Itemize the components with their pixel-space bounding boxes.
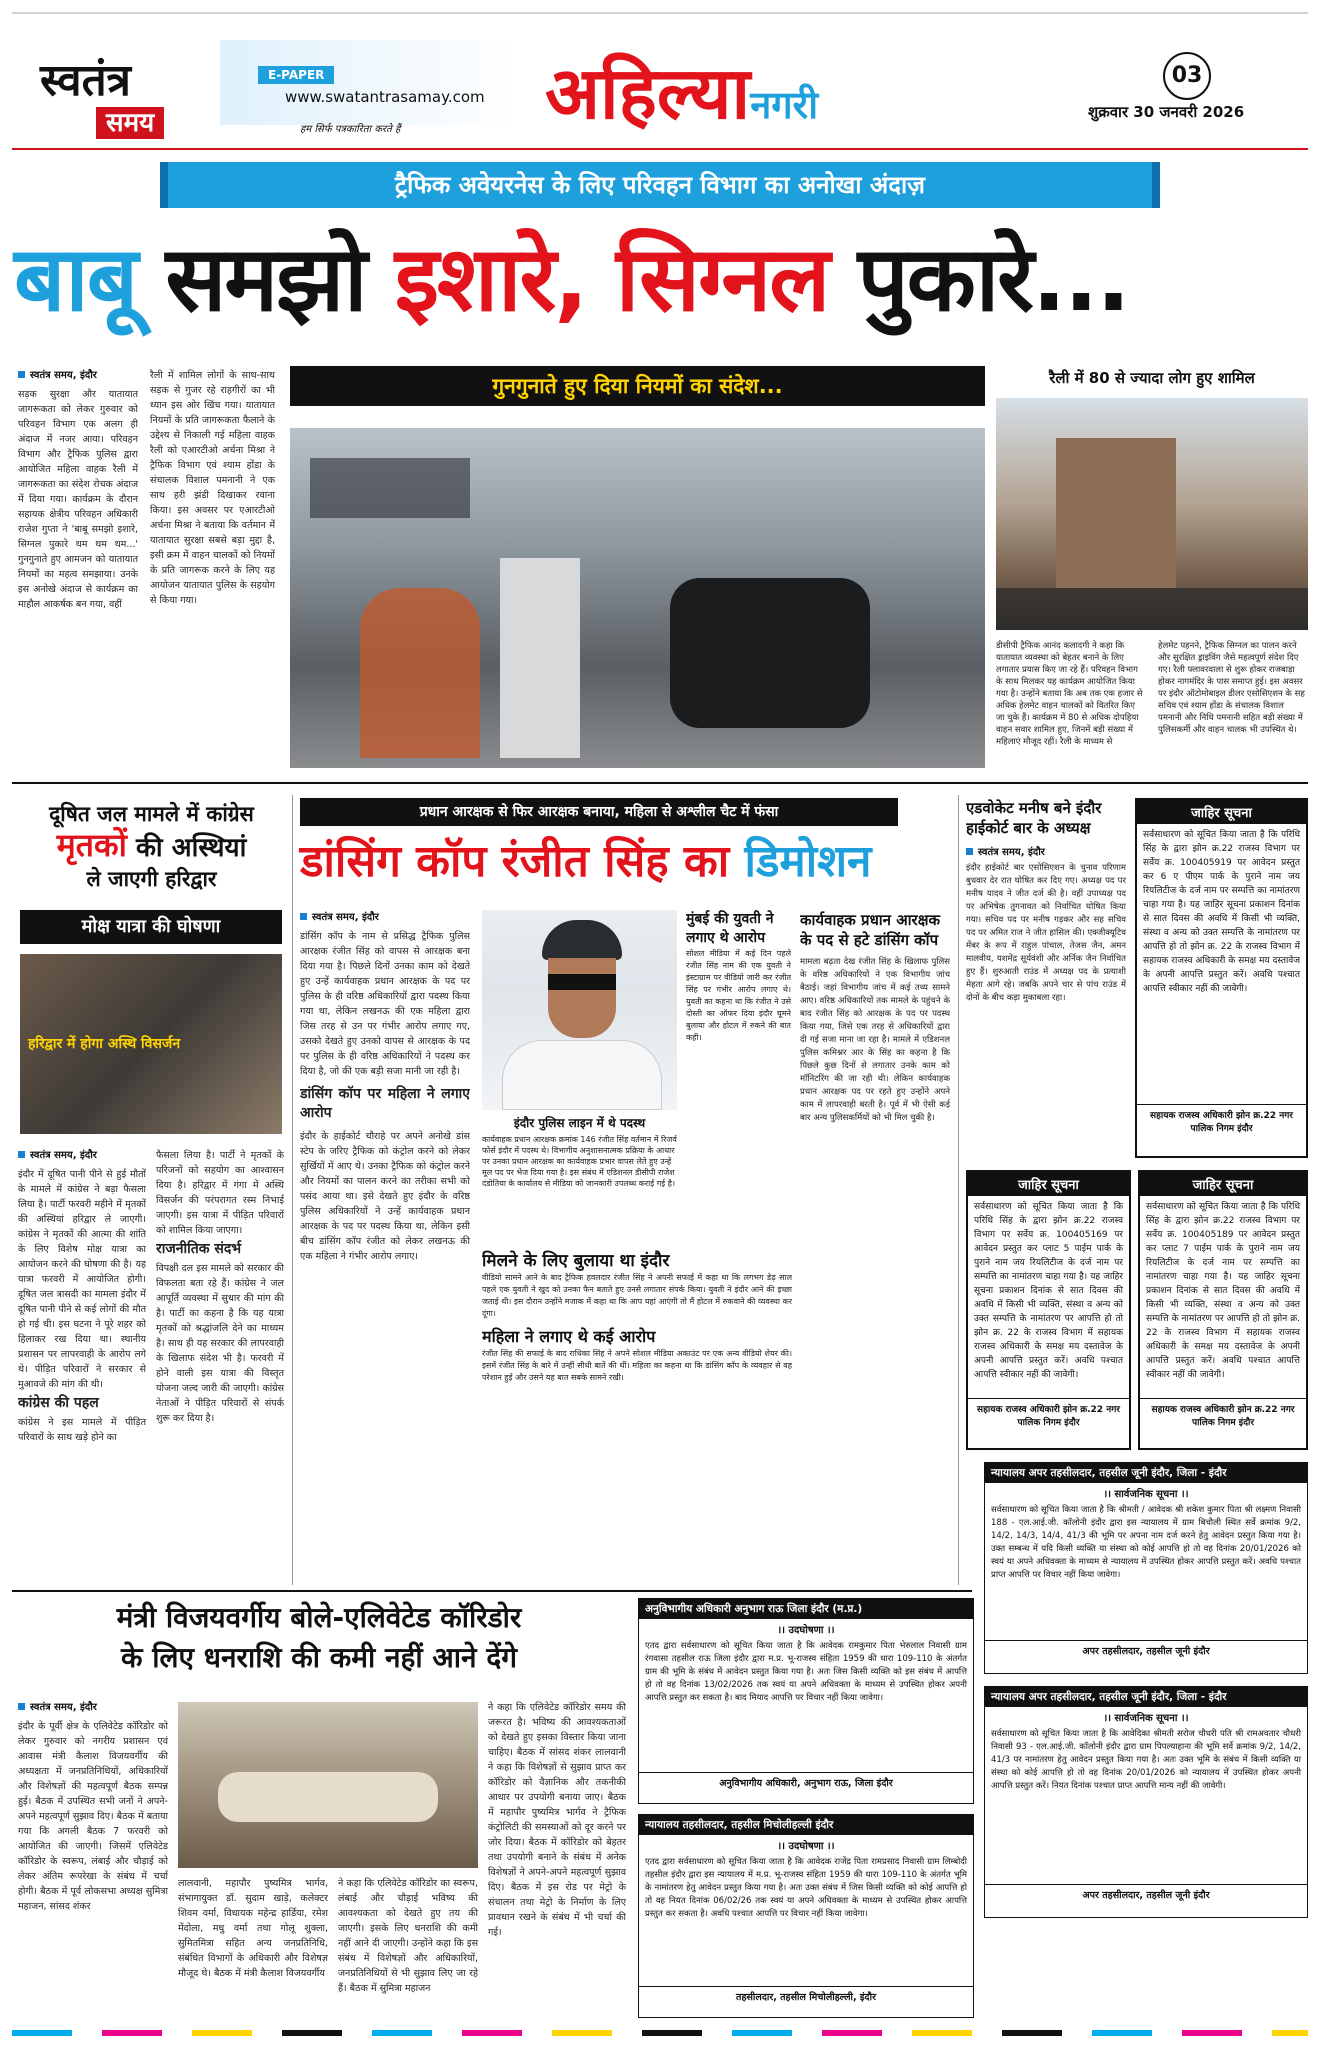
- edition-title-red: अहिल्या: [545, 51, 751, 135]
- congress-subhead: मोक्ष यात्रा की घोषणा: [20, 910, 282, 944]
- epaper-label: E-PAPER: [258, 66, 334, 84]
- website-link[interactable]: www.swatantrasamay.com: [285, 88, 485, 106]
- cop-headline-blue: डिमोशन: [744, 836, 872, 887]
- cop-byline: स्वतंत्र समय, इंदौर: [300, 910, 470, 925]
- court-notice-1: [984, 1462, 1308, 1674]
- congress-subhead-3: राजनीतिक संदर्भ: [156, 1241, 242, 1257]
- corridor-text-1: इंदौर के पूर्वी क्षेत्र के एलिवेटेड कॉरिडोर को लेकर गुरुवार को नगरीय प्रशासन एवं आवास मंत्री कैलाश विजयवर्गीय की अध्यक्षता में जनप्रतिनिधियों, अधिकारियों और विशेषज्ञों की महत्वपूर्ण बैठक सम्पन्न हुई। बैठक में उपस्थित सभी जनों ने अपने-अपने महत्वपूर्ण सुझाव दिए। बैठक में बताया गया कि अगली बैठक 7 फरवरी को आयोजित की जाएगी। जिसमें एलिवेटेड कॉरिडोर के स्वरूप, लंबाई और चौड़ाई को लेकर अंतिम रूपरेखा के संबंध में चर्चा होगी। बैठक में पूर्व लोकसभा अध्यक्ष सुमित्रा महाजन, सांसद शंकर: [18, 1721, 168, 1912]
- notice-1-header: जाहिर सूचना: [1137, 800, 1306, 824]
- logo-line2: समय: [96, 107, 164, 139]
- page-number: 03: [1163, 52, 1211, 100]
- notice-1-footer: सहायक राजस्व अधिकारी झोन क्र.22 नगर पालिक निगम इंदौर: [1137, 1104, 1306, 1137]
- cop-mumbai-text: सोशल मीडिया में कई दिन पहले रंजीत सिंह नाम की एक युवती ने इंस्टाग्राम पर वीडियो जारी कर रंजीत सिंह पर गंभीर आरोप लगाए थे। युवती का कहना था कि रंजीत ने उसे दोस्ती का ऑफर दिया इंदौर घूमने बुलाया और होटल में रुकने की बात कही।: [686, 949, 791, 1042]
- advocate-byline: स्वतंत्र समय, इंदौर: [966, 844, 1126, 858]
- lead-caption-right: हेलमेट पहनने, ट्रैफिक सिग्नल का पालन करने और सुरक्षित ड्राइविंग जैसे महत्वपूर्ण संदेश दिए गए। रैली फ्लावरवाला से शुरू होकर राजबाड़ा होकर नागमंदिर के पास समाप्त हुई। इस अवसर पर इंदौर ऑटोमोबाइल डीलर एसोसिएशन के सह सचिव एवं श्याम होंडा के संचालक विशाल पमनानी और निधि पमनानी सहित बड़ी संख्या में पुलिसकर्मी और वाहन चालक भी उपस्थित थे।: [1158, 641, 1305, 735]
- court-3-body: एतद द्वारा सर्वसाधारण को सूचित किया जाता है कि आवेदक रामकुमार पिता भेरुलाल निवासी ग्राम रंगवासा तहसील राऊ जिला इंदौर द्वारा म.प्र. भू-राजस्व संहिता 1959 की धारा 109-110 के अंतर्गत ग्राम की भूमि के संबंध में आवेदन प्रस्तुत किया गया है। अतः जिस किसी व्यक्ति को इस संबंध में आपत्ति हो तो वह दिनांक 13/02/2026 तक स्वयं या अपने अधिवक्ता के माध्यम से उपस्थित होकर अपनी आपत्ति प्रस्तुत कर सकता है। बाद मियाद आपत्ति पर विचार नहीं किया जावेगा।: [645, 1641, 967, 1703]
- corridor-column-4: ने कहा कि एलिवेटेड कॉरिडोर समय की जरूरत है। भविष्य की आवश्यकताओं को देखते हुए इसका विस्तार किया जाना चाहिए। बैठक में सांसद शंकर लालवानी ने कहा कि विशेषज्ञों से सुझाव प्राप्त कर कॉरिडोर को वैज्ञानिक और तकनीकी आधार पर उपयोगी बनाया जाए। बैठक में महापौर पुष्यमित्र भार्गव ने ट्रैफिक कंट्रोलिटी की समस्याओं को दूर करने पर जोर दिया। बैठक में कॉरिडोर को बेहतर तथा उपयोगी बनाने के संबंध में अनेक विशेषज्ञों ने अपने-अपने महत्वपूर्ण सुझाव दिए। बैठक में इस रोड पर मेट्रो के संचालन तथा मेट्रो के निर्माण के लिए प्रावधान रखने के संबंध में भी चर्चा की गई।: [488, 1702, 626, 1938]
- corridor-headline-line2: के लिए धनराशि की कमी नहीं आने देंगे: [121, 1641, 517, 1674]
- congress-subhead-2: कांग्रेस की पहल: [18, 1395, 99, 1411]
- cop-woman-text: रंजीत सिंह की सफाई के बाद राधिका सिंह ने अपने सोशल मीडिया अकाउंट पर एक अन्य वीडियो शेयर की। इसमें रंजीत सिंह के बारे में उन्हीं सीधी बातें की थीं। महिला का कहना था कि डांसिंग कॉप के व्यवहार से वह परेशान हुई और उसने यह बात सबके सामने रखी।: [482, 1349, 792, 1382]
- congress-title: [14, 800, 289, 893]
- court-1-footer: अपर तहसीलदार, तहसील जूनी इंदौर: [985, 1640, 1307, 1660]
- court-2-subheader: ।। सार्वजनिक सूचना ।।: [1103, 1713, 1189, 1724]
- congress-text-2b: विपक्षी दल इस मामले को सरकार की विफलता बता रहे हैं। कांग्रेस ने जल आपूर्ति व्यवस्था में सुधार की मांग की है। पार्टी का कहना है कि यह यात्रा मृतकों को श्रद्धांजलि देने का माध्यम है। साथ ही यह सरकार की लापरवाही के खिलाफ संदेश भी है। फरवरी में होने वाली इस यात्रा की विस्तृत योजना जल्द जारी की जाएगी। कांग्रेस नेताओं ने पीड़ित परिवारों से संपर्क शुरू कर दिया है।: [156, 1263, 284, 1424]
- court-2-body: सर्वसाधारण को सूचित किया जाता है कि आवेदिका श्रीमती सरोज चौधरी पति श्री रामअवतार चौधरी निवासी 93 - एल.आई.जी. कॉलोनी इंदौर द्वारा ग्राम पिपल्याहाना की भूमि सर्वे क्रमांक 9/2, 14/2, 41/3 पर नामांतरण हेतु आवेदन प्रस्तुत किया गया है। अतः उक्त भूमि के संबंध में किसी व्यक्ति या संस्था को कोई आपत्ति हो तो वह दिनांक 20/01/2026 को न्यायालय में उपस्थित होकर अपनी आपत्ति प्रस्तुत करें। नियत दिनांक पश्चात प्राप्त आपत्ति मान्य नहीं की जावेगी।: [991, 1729, 1301, 1791]
- congress-title-line1: दूषित जल मामले में कांग्रेस: [49, 802, 254, 826]
- cop-mumbai-title: मुंबई की युवती ने लगाए थे आरोप: [686, 911, 774, 946]
- notice-3-footer: सहायक राजस्व अधिकारी झोन क्र.22 नगर पालिक निगम इंदौर: [1140, 1398, 1306, 1431]
- cop-side-box: [800, 910, 950, 1560]
- congress-byline: स्वतंत्र समय, इंदौर: [18, 1148, 146, 1163]
- logo: [40, 55, 200, 147]
- court-notice-2: [984, 1686, 1308, 1918]
- notice-3: [1138, 1170, 1308, 1450]
- cop-text-1: डांसिंग कॉप के नाम से प्रसिद्ध ट्रैफिक पुलिस आरक्षक रंजीत सिंह को वापस से आरक्षक बना दिया गया है। पिछले दिनों उनका काम को देखते हुए उन्हें कार्यवाहक प्रधान आरक्षक के पद पर पुलिस के ही वरिष्ठ अधिकारियों द्वारा पदस्थ किया गया था, लेकिन लखनऊ की एक महिला द्वारा जिस तरह से उन पर गंभीर आरोप लगाए गए, उसको देखते हुए उनको वापस से आरक्षक के पद पर पुलिस के ही वरिष्ठ अधिकारियों ने पदस्थ कर दिया है, जो की एक बड़ी सजा मानी जा रही है।: [300, 931, 470, 1077]
- corridor-photo-caption: लालवानी, महापौर पुष्यमित्र भार्गव, संभागायुक्त डॉ. सुदाम खाड़े, कलेक्टर शिवम वर्मा, विधायक महेन्द्र हार्डिया, रमेश मेंदोला, मधु वर्मा तथा गोलू शुक्ला, सुमितमित्रा सहित अन्य जनप्रतिनिधि, संबंधित विभागों के अधिकारी और विशेषज्ञ मौजूद थे। बैठक में मंत्री कैलाश विजयवर्गीय: [178, 1878, 328, 1979]
- cop-text-1b: इंदौर के हाईकोर्ट चौराहे पर अपने अनोखे डांस स्टेप के जरिए ट्रैफिक को कंट्रोल करने को लेकर सुर्खियों में आए थे। उनका ट्रैफिक को कंट्रोल करने और नियमों का पालन करने का तरीका सभी को पसंद आया था। इसे देखते हुए इंदौर के वरिष्ठ पुलिस अधिकारियों ने उन्हें कार्यवाहक प्रधान आरक्षक के पद पर पदस्थ किया था, लेकिन इसी बीच डांसिंग कॉप रंजीत को लेकर लखनऊ की एक महिला ने गंभीर आरोप लगाए।: [300, 1131, 470, 1262]
- congress-column-1: [18, 1148, 146, 1588]
- cop-side-text: मामला बढ़ता देख रंजीत सिंह के खिलाफ पुलिस के वरिष्ठ अधिकारियों ने एक विभागीय जांच बैठाई। जहां विभागीय जांच में कई तथ्य सामने आए। वरिष्ठ अधिकारियों तक मामले के पहुंचने के बाद रंजीत सिंह को आरक्षक के पद पर पदस्थ किया गया, जिसे एक तरह से अधिकारियों द्वारा दी गई सजा माना जा रहा है। मामले में एडिशनल पुलिस कमिश्नर आर के सिंह का कहना है कि पिछले कुछ दिनों से लगातार उनके काम को मॉनिटरिंग की जा रही थी। लेकिन कार्यवाहक प्रधान आरक्षक पद पर रहते हुए उन्होंने अपने काम में लापरवाही बरती है। पूर्व में भी ऐसी कई बार अन्य पुलिसकर्मियों को भी मिल चुकी है।: [800, 957, 950, 1123]
- notice-3-header: जाहिर सूचना: [1140, 1172, 1306, 1196]
- court-2-header: न्यायालय अपर तहसीलदार, तहसील जूनी इंदौर, जिला - इंदौर: [985, 1687, 1307, 1707]
- notice-1-body: सर्वसाधारण को सूचित किया जाता है कि परिधि सिंह के द्वारा झोन क्र.22 राजस्व विभाग पर सर्वेय क्र. 100405919 पर आवेदन प्रस्तुत कर 6 ए पीएम पार्क के पुराने नाम जय रियलिटीज के दर्ज नाम पर सम्पत्ति का नामांतरण चाहा गया है। यह जाहिर सूचना प्रकाशन दिनांक से सात दिवस की अवधि में किसी भी व्यक्ति, संस्था व अन्य को उक्त सम्पत्ति के नामांतरण पर आपत्ति हो तो झोन क्र. 22 के राजस्व विभाग में सहायक राजस्व अधिकारी के समक्ष मय दस्तावेज के अपनी आपत्ति प्रस्तुत करें। अवधि पश्चात आपत्ति स्वीकार नहीं की जावेगी।: [1143, 830, 1300, 994]
- notice-2-header: जाहिर सूचना: [968, 1172, 1129, 1196]
- cop-portrait: [482, 910, 677, 1110]
- cop-photo-caption: कार्यवाहक प्रधान आरक्षक क्रमांक 146 रंजीत सिंह वर्तमान में रिजर्व फोर्स इंदौर में पदस्थ थे। विभागीय अनुशासनात्मक प्रक्रिया के आधार पर उनका प्रधान आरक्षक का कार्यवाहक प्रभार वापस लेते हुए उन्हें मूल पद पर भेज दिया गया है। इस संबंध में एडिशनल डीसीपी राजेश दंडोतिया के कार्यालय से मीडिया को जानकारी उपलब्ध कराई गई है।: [482, 1135, 677, 1188]
- congress-column-2: [156, 1148, 284, 1588]
- notice-2-footer: सहायक राजस्व अधिकारी झोन क्र.22 नगर पालिक निगम इंदौर: [968, 1398, 1129, 1431]
- cop-mumbai-box: [686, 910, 791, 1240]
- headline-word-4: सिग्नल: [615, 227, 829, 332]
- congress-title-line2: की अस्थियां: [135, 833, 247, 863]
- headline-word-1: बाबू: [14, 227, 137, 332]
- cop-meet-box: [482, 1250, 792, 1580]
- court-notice-4: [638, 1814, 974, 2018]
- court-4-footer: तहसीलदार, तहसील मिचोलीहल्ली, इंदौर: [639, 1986, 973, 2006]
- notice-2-body: सर्वसाधारण को सूचित किया जाता है कि परिधि सिंह के द्वारा झोन क्र.22 राजस्व विभाग पर सर्वेय क्र. 100405169 पर आवेदन प्रस्तुत कर प्लाट 5 पाईम पार्क के पुराने नाम जय रियलिटीज के दर्ज नाम पर सम्पत्ति का नामांतरण चाहा गया है। यह जाहिर सूचना प्रकाशन दिनांक से सात दिवस की अवधि में किसी भी व्यक्ति, संस्था व अन्य को उक्त सम्पत्ति के नामांतरण पर आपत्ति हो तो झोन क्र. 22 के राजस्व विभाग में सहायक राजस्व अधिकारी के समक्ष मय दस्तावेज के अपनी आपत्ति प्रस्तुत करें। अवधि पश्चात आपत्ति स्वीकार नहीं की जावेगी।: [974, 1202, 1123, 1380]
- cop-meet-title: मिलने के लिए बुलाया था इंदौर: [482, 1251, 670, 1271]
- headline-word-5: पुकारे...: [857, 227, 1129, 332]
- advocate-title: एडवोकेट मनीष बने इंदौर हाईकोर्ट बार के अध्यक्ष: [966, 799, 1102, 837]
- lead-headline: [14, 220, 1309, 345]
- meeting-photo: [178, 1702, 478, 1868]
- court-notice-3: [638, 1598, 974, 1804]
- court-1-header: न्यायालय अपर तहसीलदार, तहसील जूनी इंदौर, जिला - इंदौर: [985, 1463, 1307, 1483]
- notice-1: [1135, 798, 1308, 1158]
- masthead: [0, 0, 1318, 150]
- cop-kicker: प्रधान आरक्षक से फिर आरक्षक बनाया, महिला से अश्लील चैट में फंसा: [300, 798, 898, 826]
- headline-word-3: इशारे,: [394, 227, 587, 332]
- congress-text-2: फैसला लिया है। पार्टी ने मृतकों के परिजनों को सहयोग का आश्वासन दिया है। हरिद्वार में गंगा में अस्थि विसर्जन की परंपरागत रस्म निभाई जाएगी। इस यात्रा में पीड़ित परिवारों को शामिल किया जाएगा।: [156, 1150, 284, 1236]
- tagline: हम सिर्फ पत्रकारिता करते हैं: [300, 124, 401, 135]
- side-photo-title: रैली में 80 से ज्यादा लोग हुए शामिल: [1049, 369, 1255, 387]
- lead-kicker: ट्रैफिक अवेयरनेस के लिए परिवहन विभाग का अनोखा अंदाज़: [160, 162, 1160, 208]
- edition-title: [545, 42, 818, 140]
- notice-3-body: सर्वसाधारण को सूचित किया जाता है कि परिधि सिंह के द्वारा झोन क्र.22 राजस्व विभाग पर सर्वेय क्र. 100405189 पर आवेदन प्रस्तुत कर प्लाट 7 पाईम पार्क के पुराने नाम जय रियलिटीज के दर्ज नाम पर सम्पत्ति का नामांतरण चाहा गया है। यह जाहिर सूचना प्रकाशन दिनांक से सात दिवस की अवधि में किसी भी व्यक्ति, संस्था व अन्य को उक्त सम्पत्ति के नामांतरण पर आपत्ति हो तो झोन क्र. 22 के राजस्व विभाग में सहायक राजस्व अधिकारी के समक्ष मय दस्तावेज के अपनी आपत्ति प्रस्तुत करें। अवधि पश्चात आपत्ति स्वीकार नहीं की जावेगी।: [1146, 1202, 1300, 1380]
- court-1-subheader: ।। सार्वजनिक सूचना ।।: [1103, 1489, 1189, 1500]
- cop-column-1: [300, 910, 470, 1330]
- congress-photo: [20, 954, 282, 1134]
- cop-photo-block: [482, 910, 677, 1240]
- court-3-footer: अनुविभागीय अधिकारी, अनुभाग राऊ, जिला इंदौर: [639, 1772, 973, 1792]
- cop-side-title: कार्यवाहक प्रधान आरक्षक के पद से हटे डांसिंग कॉप: [800, 911, 940, 949]
- headline-word-2: समझो: [165, 227, 366, 332]
- lead-text-2: रैली में शामिल लोगों के साथ-साथ सड़क से गुजर रहे राहगीरों का भी ध्यान इस ओर खिंच गया। यातायात नियमों के प्रति जागरूकता फैलाने के उद्देश्य से निकाली गई महिला वाहक रैली को एआरटीओ अर्चना मिश्रा ने ट्रैफिक विभाग एवं श्याम होंडा के संचालक विशाल पमनानी ने एक साथ हरी झंडी दिखाकर रवाना किया। इस अवसर पर एआरटीओ अर्चना मिश्रा ने बताया कि वर्तमान में यातायात सुरक्षा सबसे बड़ा मुद्दा है, इसी क्रम में वाहन चालकों को नियमों के प्रति जागरूक करने के लिए यह आयोजन यातायात पुलिस के सहयोग से किया गया।: [150, 370, 275, 606]
- court-3-subheader: ।। उदघोषणा ।।: [777, 1625, 835, 1636]
- notice-2: [966, 1170, 1131, 1450]
- advocate-text: इंदौर हाईकोर्ट बार एसोसिएशन के चुनाव परिणाम बुधवार देर रात घोषित कर दिए गए। अध्यक्ष पद पर मनीष यादव ने जीत दर्ज की है। वहीं उपाध्यक्ष पद पर अभिषेक तुगनावत को निर्वाचित घोषित किया गया। सचिव पद पर मनीष गड़कर और सह सचिव पद पर अमित राज ने जीत हासिल की। एक्जीक्यूटिव मेंबर के रूप में राहुल पांचाल, तेजस जैन, अमन मालवीय, यशमेंद्र सूर्यवंशी और अर्निक जैन निर्वाचित हुए हैं। शुरुआती राउंड में अध्यक्ष पद के प्रत्याशी मेहता आगे रहे। जबकि अपने चार से पांच राउंड में दोनों के बीच कड़ा मुकाबला रहा।: [966, 863, 1126, 1003]
- corridor-byline: स्वतंत्र समय, इंदौर: [18, 1700, 168, 1715]
- cop-subhead-women: डांसिंग कॉप पर महिला ने लगाए आरोप: [300, 1086, 470, 1121]
- court-3-header: अनुविभागीय अधिकारी अनुभाग राऊ जिला इंदौर (म.प्र.): [639, 1599, 973, 1619]
- court-4-subheader: ।। उदघोषणा ।।: [777, 1841, 835, 1852]
- lead-column-2: [150, 368, 275, 768]
- court-2-footer: अपर तहसीलदार, तहसील जूनी इंदौर: [985, 1884, 1307, 1904]
- lead-column-1: [18, 368, 138, 768]
- congress-title-red: मृतकों: [56, 826, 127, 864]
- cop-headline: [300, 834, 950, 890]
- corridor-column-3: ने कहा कि एलिवेटेड कॉरिडोर का स्वरूप, लंबाई और चौड़ाई भविष्य की आवश्यकता को देखते हुए तय की जाएगी। इसके लिए धनराशि की कमी नहीं आने दी जाएगी। उन्होंने कहा कि इस संबंध में विशेषज्ञों और अधिकारियों, जनप्रतिनिधियों से भी सुझाव लिए जा रहे हैं। बैठक में सुमित्रा महाजन: [338, 1878, 478, 1994]
- congress-photo-caption: हरिद्वार में होगा अस्थि विसर्जन: [28, 1036, 181, 1052]
- palace-photo: [996, 398, 1308, 630]
- congress-title-line3: ले जाएगी हरिद्वार: [86, 867, 217, 891]
- bottom-color-bar: [12, 2030, 1308, 2036]
- corridor-headline: [14, 1598, 624, 1678]
- cop-meet-text: वीडियो सामने आने के बाद ट्रैफिक हवलदार रंजीत सिंह ने अपनी सफाई में कहा था कि लगभग डेढ़ साल पहले एक युवती ने खुद को उनका फैन बताते हुए उनसे लगातार संपर्क किया। युवती ने इंदौर आने की इच्छा जताई थी। इस दौरान उन्होंने मजाक में कहा था कि आप यहां आएंगी तो मैं होटल में रुकवाने की व्यवस्था कर दूंगा।: [482, 1273, 792, 1318]
- lead-caption-left: डीसीपी ट्रैफिक आनंद कलादगी ने कहा कि यातायात व्यवस्था को बेहतर बनाने के लिए लगातार प्रयास किए जा रहे हैं। परिवहन विभाग के साथ मिलकर यह कार्यक्रम आयोजित किया गया है। उन्होंने बताया कि अब तक एक हजार से अधिक हेलमेट वाहन चालकों को वितरित किए जा चुके हैं। कार्यक्रम में 80 से अधिक दोपहिया वाहन सवार शामिल हुए, जिनमें बड़ी संख्या में महिलाएं मौजूद रहीं। रैली के माध्यम से: [996, 641, 1143, 747]
- lead-byline: स्वतंत्र समय, इंदौर: [18, 368, 138, 383]
- edition-title-blue: नगरी: [750, 83, 819, 127]
- corridor-column-1: [18, 1700, 168, 2018]
- court-1-body: सर्वसाधारण को सूचित किया जाता है कि श्रीमती / आवेदक श्री शकेश कुमार पिता श्री लक्ष्मण निवासी 188 - एल.आई.जी. कॉलोनी इंदौर द्वारा इस न्यायालय में ग्राम बिचौली स्थित सर्वे क्रमांक 9/2, 14/2, 14/3, 14/4, 41/3 की भूमि पर अपना नाम दर्ज करने हेतु आवेदन प्रस्तुत किया गया है। उक्त सम्बन्ध में यदि किसी व्यक्ति या संस्था को कोई आपत्ति हो तो वह दिनांक 20/01/2026 को स्वयं या अपने अधिवक्ता के माध्यम से न्यायालय में उपस्थित होकर आपत्ति प्रस्तुत करें। अवधि पश्चात प्राप्त आपत्ति पर विचार नहीं किया जावेगा।: [991, 1505, 1301, 1580]
- cop-headline-red: डांसिंग कॉप रंजीत सिंह का: [300, 836, 730, 887]
- date: शुक्रवार 30 जनवरी 2026: [1088, 103, 1245, 121]
- logo-line1: स्वतंत्र: [40, 55, 131, 106]
- lead-text-1: सड़क सुरक्षा और यातायात जागरूकता को लेकर गुरुवार को परिवहन विभाग एक अलग ही अंदाज में नजर आया। परिवहन विभाग और ट्रैफिक पुलिस द्वारा आयोजित महिला वाहक रैली में जागरूकता का संदेश रोचक अंदाज में दिया गया। कार्यक्रम के दौरान सहायक क्षेत्रीय परिवहन अधिकारी राजेश गुप्ता ने 'बाबू समझो इशारे, सिग्नल पुकारे थम थम थम...' गुनगुनाते हुए आमजन को यातायात नियमों का महत्व समझाया। उनके इस अनोखे अंदाज से कार्यक्रम का माहौल आकर्षक बन गया, वहीं: [18, 389, 138, 610]
- advocate-story: [966, 798, 1126, 1168]
- cop-photo-title: इंदौर पुलिस लाइन में थे पदस्थ: [513, 1116, 646, 1130]
- congress-text-1b: कांग्रेस ने इस मामले में पीड़ित परिवारों के साथ खड़े होने का: [18, 1417, 146, 1443]
- court-4-header: न्यायालय तहसीलदार, तहसील मिचोलीहल्ली इंदौर: [639, 1815, 973, 1835]
- court-4-body: एतद द्वारा सर्वसाधारण को सूचित किया जाता है कि आवेदक राजेंद्र पिता रामप्रसाद निवासी ग्राम लिम्बोदी तहसील इंदौर द्वारा इस न्यायालय में म.प्र. भू-राजस्व संहिता 1959 की धारा 109-110 के अंतर्गत भूमि के नामांतरण हेतु आवेदन प्रस्तुत किया गया है। अतः उक्त संबंध में जिस किसी व्यक्ति को कोई आपत्ति हो तो वह नियत दिनांक 06/02/26 तक स्वयं या अपने अधिवक्ता के माध्यम से उपस्थित होकर आपत्ति प्रस्तुत कर सकता है। अवधि पश्चात आपत्ति पर विचार नहीं किया जावेगा।: [645, 1857, 967, 1919]
- rally-photo: [290, 428, 985, 768]
- congress-text-1: इंदौर में दूषित पानी पीने से हुई मौतों के मामले में कांग्रेस ने बड़ा फैसला लिया है। पार्टी फरवरी महीने में मृतकों की अस्थियां हरिद्वार ले जाएगी। कांग्रेस ने मृतकों की आत्मा की शांति के लिए विशेष मोक्ष यात्रा का आयोजन करने की घोषणा की है। यह यात्रा फरवरी में आयोजित होगी। दूषित जल त्रासदी का मामला इंदौर में दूषित पानी पीने से कई लोगों की मौत हो गई थी। इस घटना ने पूरे शहर को हिलाकर रख दिया था। स्थानीय प्रशासन पर लापरवाही के आरोप लगे थे। पीड़ित परिवारों ने सरकार से मुआवजे की मांग की थी।: [18, 1169, 146, 1390]
- cop-woman-title: महिला ने लगाए थे कई आरोप: [482, 1327, 656, 1346]
- corridor-headline-line1: मंत्री विजयवर्गीय बोले-एलिवेटेड कॉरिडोर: [116, 1601, 522, 1634]
- lead-photo-banner: गुनगुनाते हुए दिया नियमों का संदेश...: [290, 366, 985, 406]
